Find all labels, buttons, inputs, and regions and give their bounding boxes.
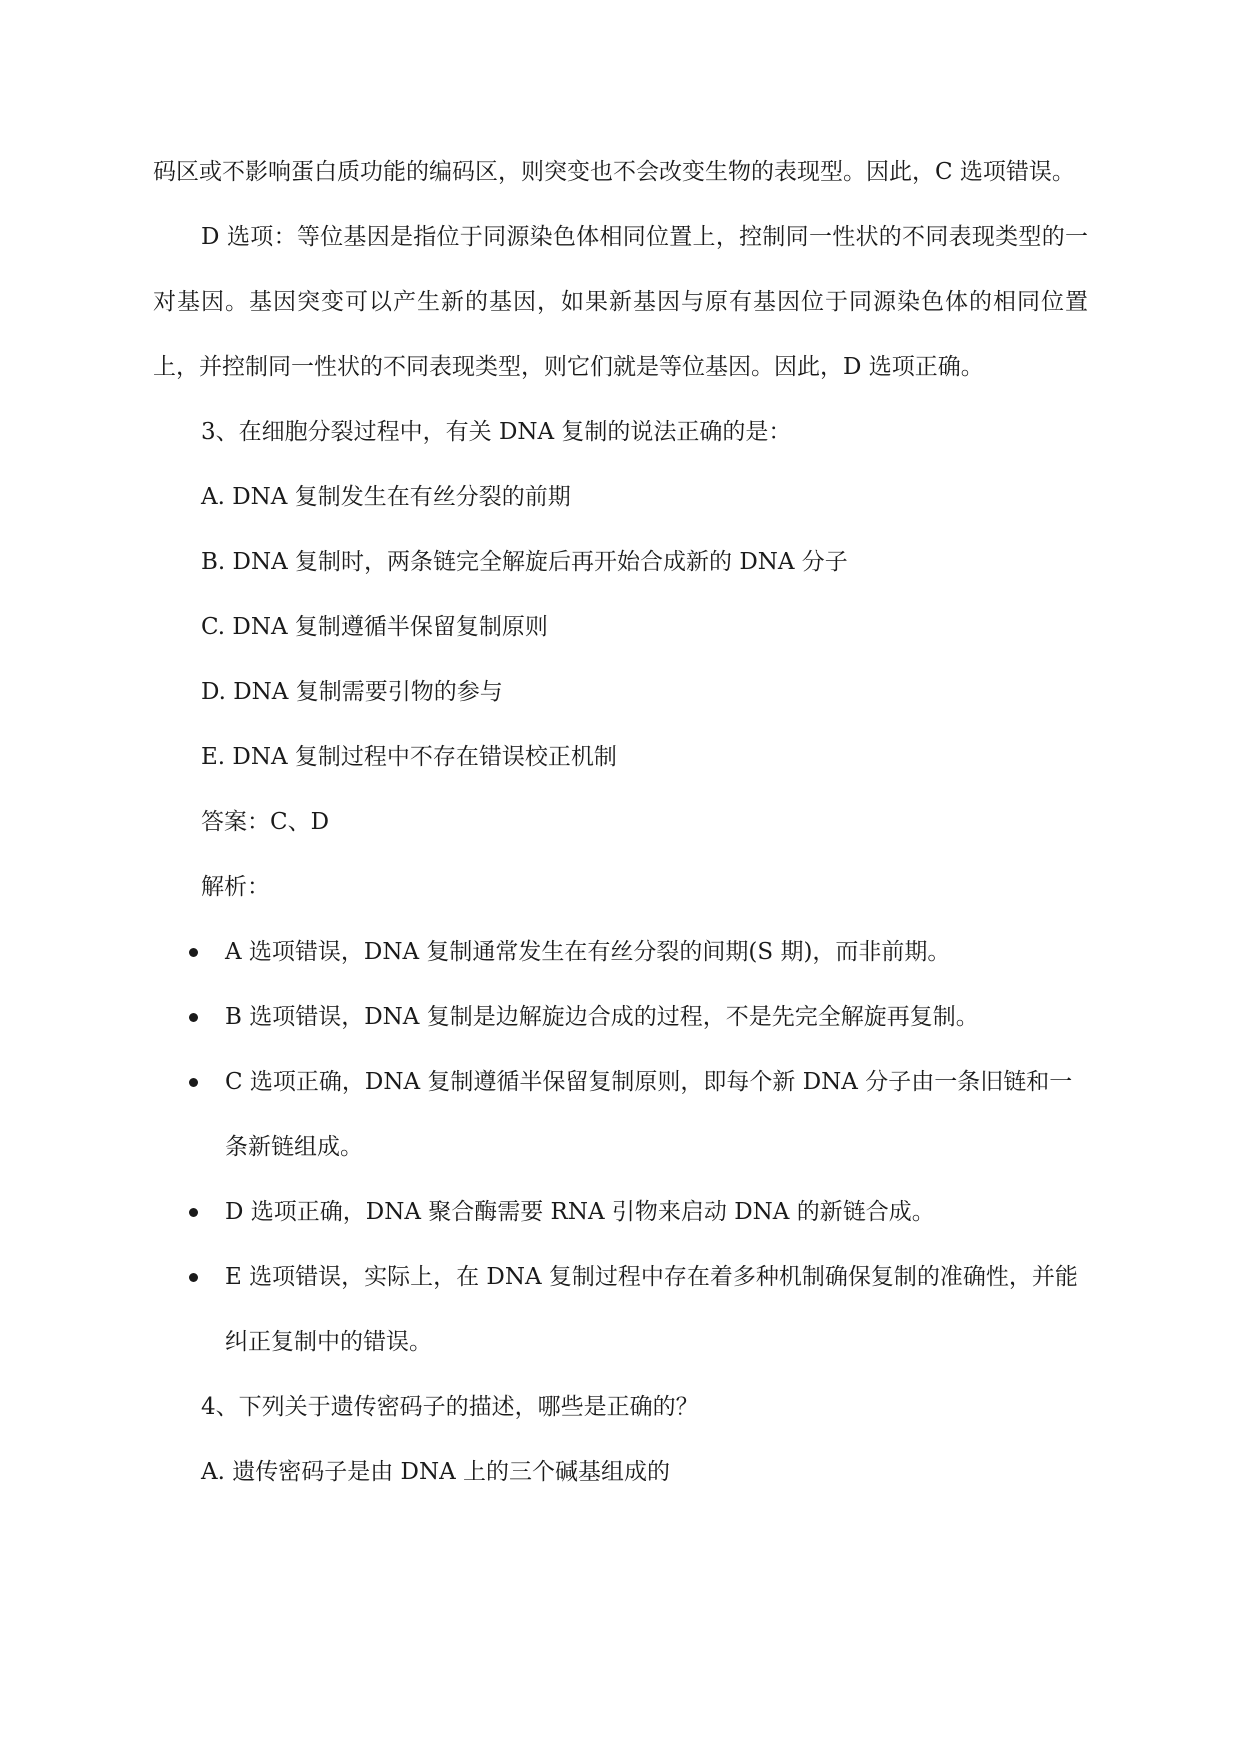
question-3: 3、在细胞分裂过程中，有关 DNA 复制的说法正确的是： xyxy=(201,419,792,445)
question-3-option-d: D. DNA 复制需要引物的参与 xyxy=(201,679,503,705)
analysis-text-b: B 选项错误，DNA 复制是边解旋边合成的过程，不是先完全解旋再复制。 xyxy=(225,1004,979,1030)
analysis-text-a: A 选项错误，DNA 复制通常发生在有丝分裂的间期(S 期)，而非前期。 xyxy=(225,939,951,965)
analysis-item-a xyxy=(153,920,1088,985)
bullet-icon xyxy=(189,1078,198,1087)
analysis-text-d: D 选项正确，DNA 聚合酶需要 RNA 引物来启动 DNA 的新链合成。 xyxy=(225,1199,935,1225)
bullet-icon xyxy=(189,948,198,957)
question-3-option-b: B. DNA 复制时，两条链完全解旋后再开始合成新的 DNA 分子 xyxy=(201,549,848,575)
bullet-icon xyxy=(189,1208,198,1217)
analysis-item-e xyxy=(153,1245,1088,1375)
bullet-icon xyxy=(189,1013,198,1022)
analysis-item-c xyxy=(153,1050,1088,1180)
question-4-option-a: A. 遗传密码子是由 DNA 上的三个碱基组成的 xyxy=(201,1459,671,1485)
question-3-analysis-list xyxy=(153,920,1088,1375)
document-body xyxy=(153,140,1088,1505)
paragraph-option-d: D 选项：等位基因是指位于同源染色体相同位置上，控制同一性状的不同表现类型的一对基因。基因突变可以产生新的基因，如果新基因与原有基因位于同源染色体的相同位置上，并控制同一性状的不同表现类型，则它们就是等位基因。因此，D 选项正确。 xyxy=(153,224,1088,380)
question-3-answer: 答案：C、D xyxy=(201,809,330,835)
question-3-option-c: C. DNA 复制遵循半保留复制原则 xyxy=(201,614,548,640)
question-3-option-a: A. DNA 复制发生在有丝分裂的前期 xyxy=(201,484,571,510)
analysis-text-c: C 选项正确，DNA 复制遵循半保留复制原则，即每个新 DNA 分子由一条旧链和一条新链组成。 xyxy=(225,1069,1073,1160)
paragraph-option-c-continued: 码区或不影响蛋白质功能的编码区，则突变也不会改变生物的表现型。因此，C 选项错误。 xyxy=(153,159,1075,185)
question-3-analysis-label: 解析： xyxy=(201,874,270,900)
question-4: 4、下列关于遗传密码子的描述，哪些是正确的？ xyxy=(201,1394,699,1420)
bullet-icon xyxy=(189,1273,198,1282)
analysis-item-b xyxy=(153,985,1088,1050)
analysis-item-d xyxy=(153,1180,1088,1245)
analysis-text-e: E 选项错误，实际上，在 DNA 复制过程中存在着多种机制确保复制的准确性，并能纠正复制中的错误。 xyxy=(225,1264,1078,1355)
question-3-option-e: E. DNA 复制过程中不存在错误校正机制 xyxy=(201,744,617,770)
